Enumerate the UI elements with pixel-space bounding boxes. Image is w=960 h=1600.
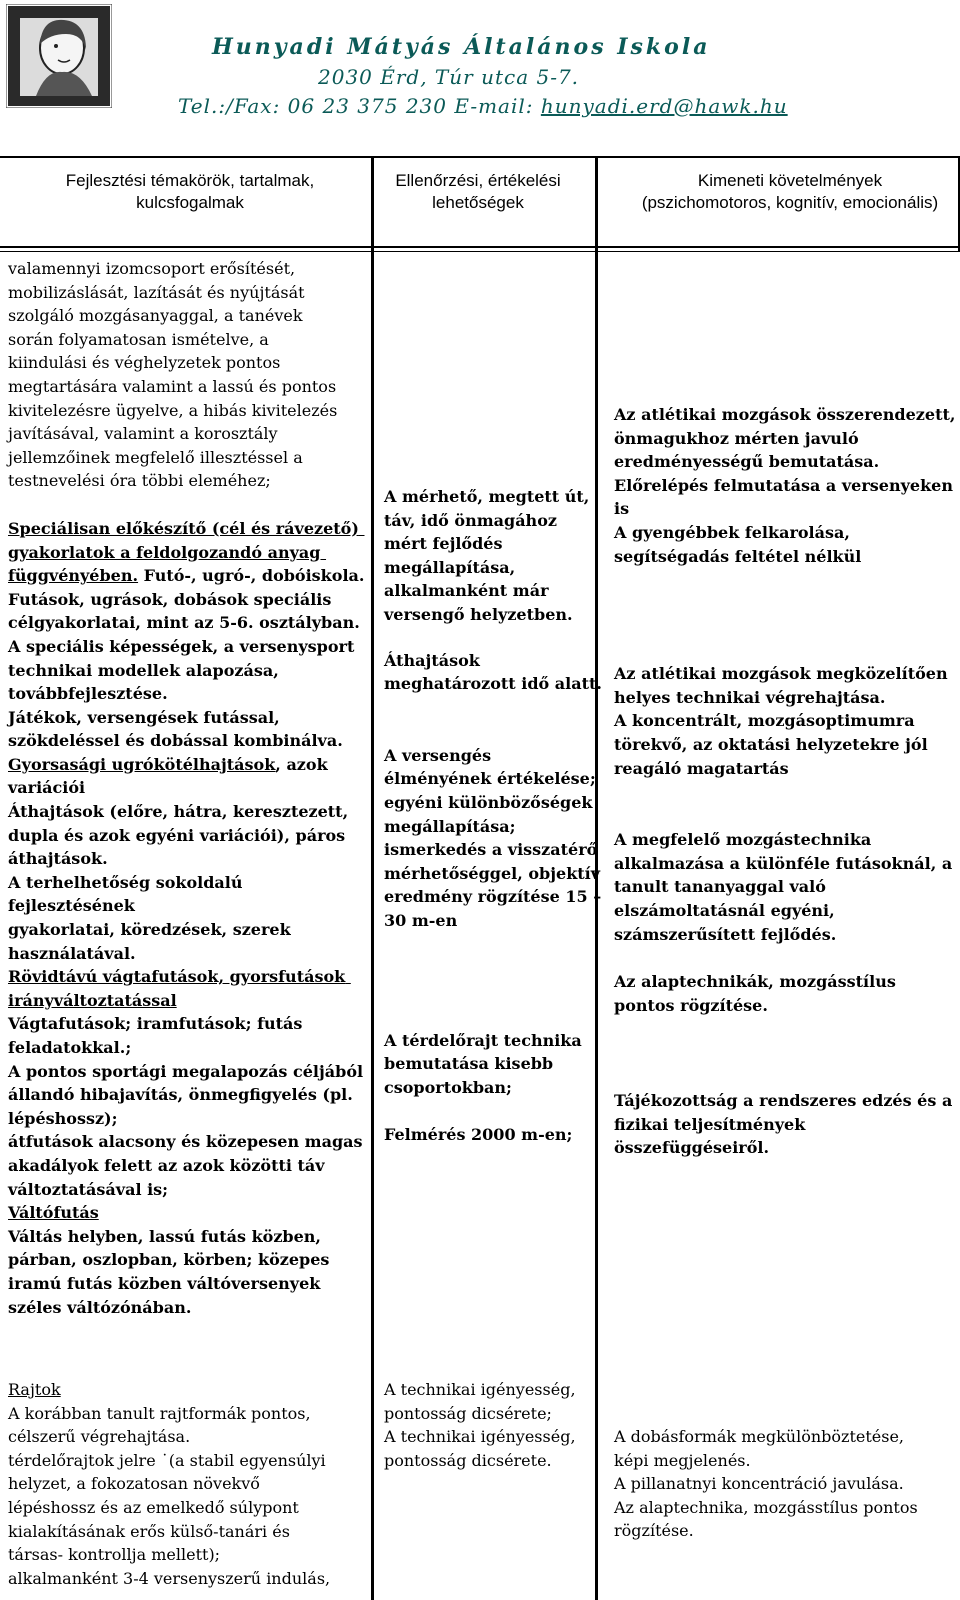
text-line: Áthajtások [384,650,480,670]
req-block-c [614,828,960,946]
text-line: reagáló magatartás [614,758,789,778]
text-line: A dobásformák megkülönböztetése, [614,1427,905,1446]
text-line: használatával. [8,943,136,963]
text-line: mért fejlődés [384,534,503,554]
text-line: csoportokban; [384,1077,512,1097]
bold-block-c [8,1012,368,1201]
relay-heading: Váltófutás [8,1203,99,1223]
text-line: A pillanatnyi koncentráció javulása. [614,1474,904,1494]
text-line: pontos rögzítése. [614,995,768,1015]
text-line: mérhetőséggel, objektív [384,863,601,883]
text-line: A technikai igényesség, [384,1427,576,1447]
header-cell-topics: Fejlesztési témakörök, tartalmak, kulcsfogalmak [65,171,315,212]
text-line: társas- kontrollja mellett); [8,1545,221,1565]
sprint-heading: Rövidtávú vágtafutások, gyorsfutások irányváltoztatással [8,967,351,1010]
text-line: megtartására valamint a lassú és pontos [8,376,337,396]
text-line: mobilizáslását, lazítását és nyújtását [8,282,305,302]
text-line: Áthajtások (előre, hátra, keresztezett, [8,802,349,822]
eval-block-d [384,1029,604,1100]
text-line: során folyamatosan ismételve, a [8,329,269,349]
school-name: Hunyadi Mátyás Általános Iskola [212,34,711,60]
text-line: meghatározott idő alatt. [384,674,602,694]
text-line: technikai modellek alapozása, [8,660,279,680]
text-line: Játékok, versengések futással, [8,707,280,727]
text-line: megállapítása, [384,557,516,577]
text-line: megállapítása; [384,816,516,836]
bold-block-d [8,1225,368,1319]
text-line: testnevelési óra többi eleméhez; [8,471,271,491]
text-line: Vágtafutások; iramfutások; futás [8,1014,303,1034]
bold-block-a [8,588,368,753]
req-block-b [614,662,960,780]
text-line: helyes technikai végrehajtása. [614,687,886,707]
eval-block-a [384,485,604,627]
text-line: szökdeléssel és dobással kombinálva. [8,731,343,751]
text-line: táv, idő önmagához [384,510,557,530]
header-bottom-border [0,246,960,248]
text-line: célgyakorlatai, mint az 5-6. osztályban. [8,613,360,633]
text-line: feladatokkal.; [8,1038,132,1057]
text-line: átfutások alacsony és közepesen magas [8,1132,363,1152]
text-line: lépéshossz és az emelkedő súlypont [8,1497,299,1517]
text-line: elszámoltatásnál egyéni, [614,900,835,920]
jump-rope-text [8,753,368,800]
eval-block-c [384,744,604,933]
text-line: önmagukhoz mérten javuló [614,428,859,448]
text-line: gyakorlatai, köredzések, szerek [8,920,291,940]
text-line: eredményességű bemutatása. [614,452,880,472]
header-bottom-border-2 [0,251,960,252]
text-line: versengő helyzetben. [384,604,573,624]
school-contact [178,94,788,118]
text-line: eredmény rögzítése 15 – [384,887,602,907]
page-header [0,0,960,120]
req-block-d [614,970,960,1017]
text-line: is [614,499,630,519]
text-line: fizikai teljesítmények [614,1114,806,1134]
text-line: pontosság dicsérete. [384,1450,552,1470]
text-line: A koncentrált, mozgásoptimumra [614,711,915,731]
text-line: számszerűsített fejlődés. [614,924,837,944]
header-cell-evaluation: Ellenőrzési, értékelési lehetőségek [395,171,561,212]
text-line: lépéshossz); [8,1108,118,1128]
text-line: egyéni különbözőségek [384,792,593,812]
text-line: összefüggéseiről. [614,1138,770,1158]
text-line: párban, oszlopban, körben; közepes [8,1250,330,1270]
text-line: kivitelezésre ügyelve, a hibás kivitelezés [8,400,338,420]
jump-rope-rest: , azok variációi [8,754,334,798]
row1-requirements-cell [614,403,960,1160]
text-line: A korábban tanult rajtformák pontos, [8,1403,311,1423]
school-address: 2030 Érd, Túr utca 5-7. [318,65,580,89]
req-block-a [614,403,960,568]
text-line: képi megjelenés. [614,1450,751,1470]
text-line: kiindulási és véghelyzetek pontos [8,353,281,373]
text-line: célszerű végrehajtása. [8,1427,191,1447]
req-block-e [614,1089,960,1160]
starts-heading: Rajtok [8,1380,61,1399]
email-link[interactable]: hunyadi.erd@hawk.hu [540,94,788,118]
header-cell-requirements: Kimeneti követelmények (pszichomotoros, kognitív, emocionális) [641,171,939,212]
text-line: szolgáló mozgásanyaggal, a tanévek [8,306,303,326]
text-line: A versengés [384,745,492,765]
row1-evaluation-cell [384,485,604,1147]
row1-topics-cell [8,257,368,1319]
text-line: állandó hibajavítás, önmegfigyelés (pl. [8,1085,353,1105]
text-line: alkalmanként már [384,581,549,601]
text-line: továbbfejlesztése. [8,684,168,704]
text-line: Az atlétikai mozgások megközelítően [614,664,948,684]
text-line: Felmérés 2000 m-en; [384,1125,573,1145]
row2-requirements-cell [614,1425,960,1543]
text-line: A pontos sportági megalapozás céljából [8,1061,364,1081]
text-line: valamennyi izomcsoport erősítését, [8,259,296,278]
text-line: áthajtások. [8,849,108,869]
text-line: tanult tananyaggal való [614,877,826,897]
text-line: jellemzőinek megfelelő illesztéssel a [8,447,303,467]
text-line: kialakításának erős külső-tanári és [8,1521,290,1541]
row2-topics-cell [8,1378,368,1590]
text-line: Az atlétikai mozgások összerendezett, [614,405,956,424]
school-logo-seal [6,4,112,108]
text-line: segítségadás feltétel nélkül [614,546,862,566]
col-divider-1 [371,157,374,1600]
text-line: törekvő, az oktatási helyzetekre jól [614,734,928,754]
text-line: rögzítése. [614,1521,694,1541]
text-line: Előrelépés felmutatása a versenyeken [614,475,953,495]
text-line: 30 m-en [384,910,458,930]
text-line: javításával, valamint a korosztály [8,424,278,444]
bold-block-b [8,800,368,965]
special-exercises-rest: Futó-, ugró-, dobóiskola. [138,566,365,586]
text-line: Váltás helyben, lassú futás közben, [8,1226,321,1246]
text-line: A terhelhetőség sokoldalú fejlesztésének [8,872,249,916]
text-line: Tájékozottság a rendszeres edzés és a [614,1091,953,1111]
eval-block-b [384,649,604,696]
text-line: Futások, ugrások, dobások speciális [8,589,332,609]
row2-evaluation-cell [384,1378,604,1472]
text-line: térdelőrajtok jelre ˙(a stabil egyensúlyi [8,1450,326,1470]
text-line: változtatásával is; [8,1179,169,1199]
intro-lines [8,257,368,493]
jump-rope-underlined: Gyorsasági ugrókötélhajtások [8,754,276,774]
text-line: iramú futás közben váltóversenyek [8,1273,321,1293]
text-line: bemutatása kisebb [384,1054,554,1074]
text-line: helyzet, a fokozatosan növekvő [8,1474,260,1494]
text-line: A megfelelő mozgástechnika [614,830,872,850]
text-line: A technikai igényesség, [384,1380,576,1399]
text-line: A speciális képességek, a versenysport [8,636,355,656]
text-line: akadályok felett az azok közötti táv [8,1155,325,1175]
contact-prefix: Tel.:/Fax: 06 23 375 230 E-mail: [178,94,541,118]
eval-block-e [384,1123,604,1147]
text-line: pontosság dicsérete; [384,1403,552,1423]
special-exercises-text [8,517,368,588]
text-line: A mérhető, megtett út, [384,487,590,506]
text-line: ismerkedés a visszatérő [384,840,598,860]
text-line: széles váltózónában. [8,1297,192,1317]
text-line: alkalmazása a különféle futásoknál, a [614,853,953,873]
text-line: A gyengébbek felkarolása, [614,522,850,542]
text-line: A térdelőrajt technika [384,1030,582,1050]
text-line: Az alaptechnikák, mozgásstílus [614,972,896,992]
text-line: élményének értékelése; [384,769,596,789]
text-line: dupla és azok egyéni variációi), páros [8,825,346,845]
table-top-border [0,156,960,158]
text-line: alkalmanként 3-4 versenyszerű indulás, [8,1568,331,1588]
special-exercises-underlined: Speciálisan előkészítő (cél és rávezető) gyakorlatok a feldolgozandó anyag függvényében. [8,518,365,586]
text-line: Az alaptechnika, mozgásstílus pontos [614,1497,918,1517]
